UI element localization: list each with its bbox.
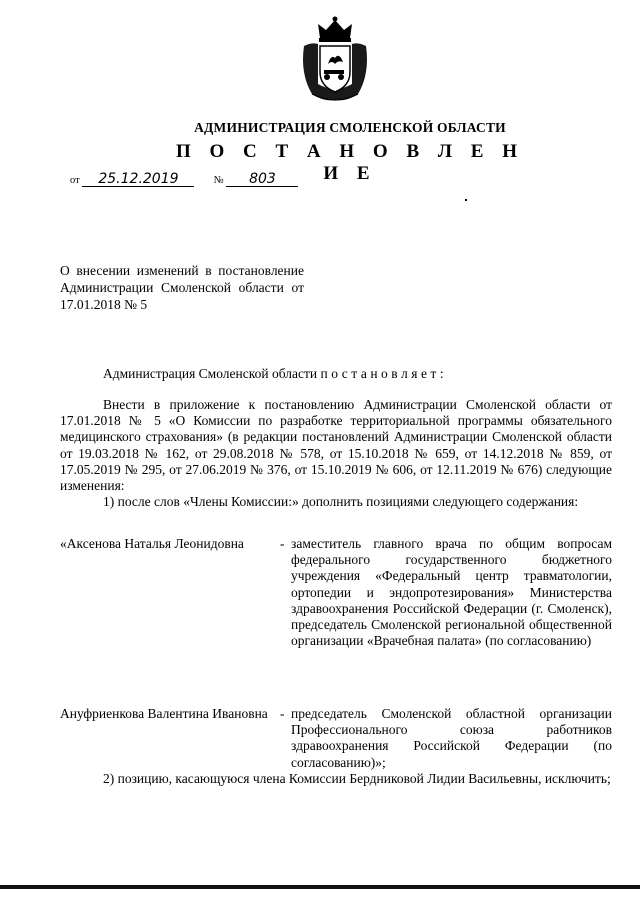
body-intro-paragraph: Внести в приложение к постановлению Администрации Смоленской области от 17.01.2018 № 5 «О Комиссии по разработке территориальной программы обязательного медицинского страхования» (в редакции постановлений Администрации Смоленской области от 19.03.2018 № 162, от 29.08.2018 № 578, от 15.10.2018 № 659, от 14.12.2018 № 859, от 17.05.2019 № 295, от 27.06.2019 № 376, от 15.10.2019 № 606, от 12.11.2019 № 676) следующие изменения:	[60, 397, 612, 494]
member-name: Ануфриенкова Валентина Ивановна	[60, 706, 268, 721]
stray-mark	[465, 199, 467, 201]
coat-of-arms-emblem	[298, 14, 372, 104]
organization-title: АДМИНИСТРАЦИЯ СМОЛЕНСКОЙ ОБЛАСТИ	[194, 120, 506, 135]
body-text	[60, 397, 612, 510]
preamble	[103, 366, 447, 382]
member-role: председатель Смоленской областной организации Профессионального союза работников здравоохранения Российской Федерации (по согласованию)»;	[291, 706, 612, 770]
body-item-1: 1) после слов «Члены Комиссии:» дополнить позициями следующего содержания:	[103, 494, 579, 510]
document-subject: О внесении изменений в постановление Администрации Смоленской области от 17.01.2018 № 5	[60, 263, 304, 312]
member-role: заместитель главного врача по общим вопросам федерального государственного бюджетного учреждения «Федеральный центр травматологии, ортопедии и эндопротезирования» Министерства здравоохранения Российской Федерации (г. Смоленск), председатель Смоленской региональной общественной организации «Врачебная палата» (по согласованию)	[291, 536, 612, 649]
member-dash: -	[280, 706, 285, 721]
scan-bottom-edge	[0, 885, 640, 889]
member-dash: -	[280, 536, 285, 551]
preamble-spaced-word: постановляет:	[320, 366, 448, 381]
preamble-text: Администрация Смоленской области	[103, 366, 321, 381]
handwritten-number: 803	[226, 172, 298, 187]
member-name: «Аксенова Наталья Леонидовна	[60, 536, 244, 551]
body-item-2	[60, 771, 612, 787]
number-label: №	[213, 175, 224, 186]
document-type-title: П О С Т А Н О В Л Е Н И Е	[175, 141, 524, 184]
body-item-2-text: 2) позицию, касающуюся члена Комиссии Бердниковой Лидии Васильевны, исключить;	[103, 771, 611, 786]
handwritten-date: 25.12.2019	[82, 172, 194, 187]
date-label: от	[70, 175, 80, 186]
date-number-line	[70, 172, 298, 187]
